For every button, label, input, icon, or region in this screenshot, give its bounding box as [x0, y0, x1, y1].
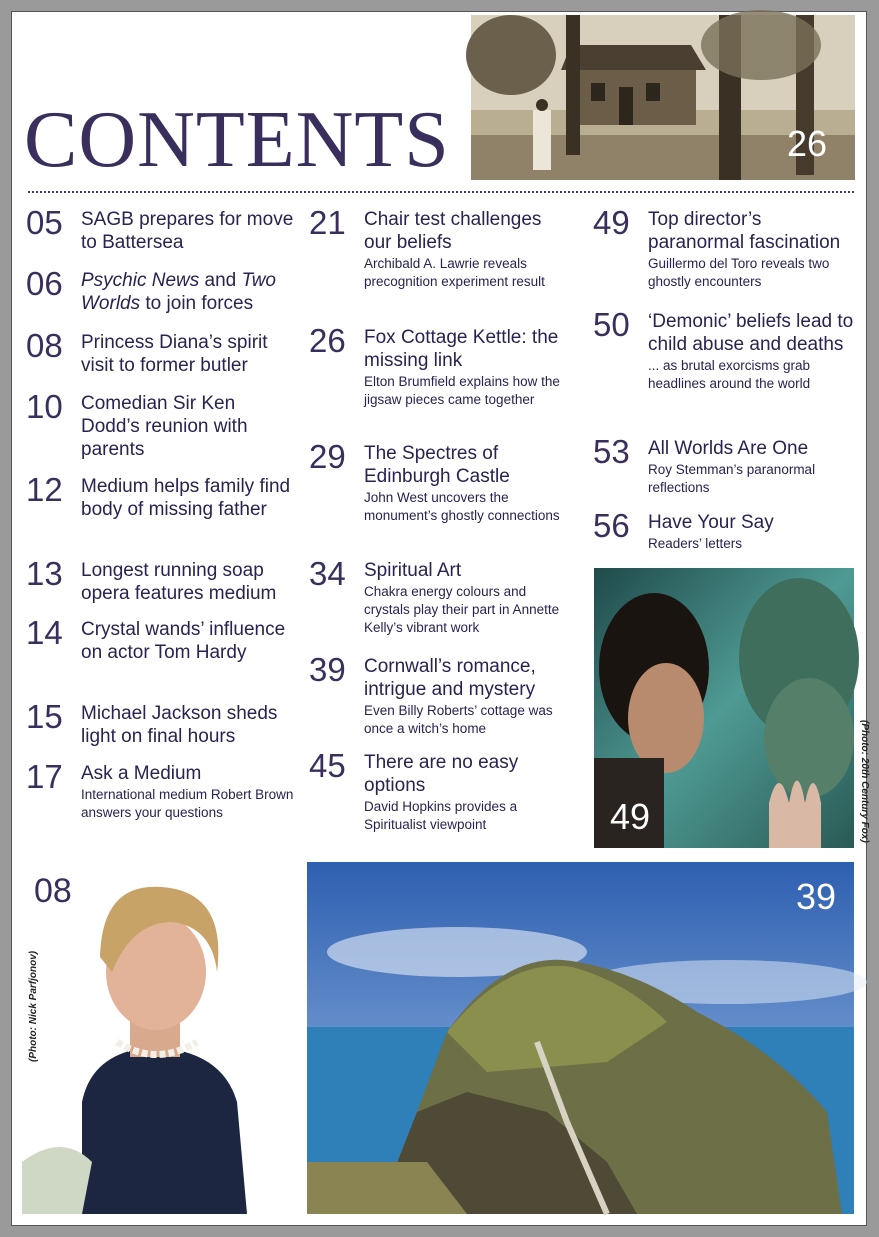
photo-page-number: 08	[34, 872, 72, 910]
diana-image	[22, 862, 287, 1214]
page-number: 39	[309, 651, 346, 688]
standfirst: Even Billy Roberts’ cottage was once a witch’s home	[364, 703, 553, 736]
photo-credit: (Photo: 20th Century Fox)	[859, 720, 870, 843]
headline: Cornwall’s romance, intrigue and mystery	[364, 656, 536, 700]
toc-entry	[26, 471, 296, 521]
photo-page-number: 26	[786, 123, 827, 164]
toc-entry	[593, 306, 858, 393]
headline-italic-part: Psychic News	[81, 270, 200, 291]
toc-entry	[26, 388, 296, 461]
toc-entry	[309, 204, 564, 291]
toc-entry	[593, 204, 858, 291]
page-number: 12	[26, 471, 63, 508]
toc-entry	[26, 265, 296, 315]
toc-entry	[26, 555, 296, 605]
page-number: 14	[26, 614, 63, 651]
cornwall-photo	[307, 862, 854, 1214]
page-number: 08	[26, 327, 63, 364]
toc-entry	[593, 433, 858, 497]
toc-entry	[309, 555, 564, 637]
headline: Longest running soap opera features medium	[81, 560, 277, 604]
headline: Fox Cottage Kettle: the missing link	[364, 327, 559, 371]
page-number: 45	[309, 747, 346, 784]
standfirst: Guillermo del Toro reveals two ghostly encounters	[648, 256, 830, 289]
standfirst: ... as brutal exorcisms grab headlines around the world	[648, 358, 811, 391]
page-number: 05	[26, 204, 63, 241]
headline-italic-part: Two Worlds	[81, 270, 276, 314]
standfirst: International medium Robert Brown answers your questions	[81, 787, 294, 820]
shape-of-water-photo	[594, 568, 854, 848]
standfirst: Chakra energy colours and crystals play their part in Annette Kelly’s vibrant work	[364, 584, 560, 635]
standfirst: Elton Brumfield explains how the jigsaw pieces came together	[364, 374, 560, 407]
headline: Have Your Say	[648, 512, 774, 533]
page-number: 49	[593, 204, 630, 241]
page-number: 34	[309, 555, 346, 592]
page-number: 06	[26, 265, 63, 302]
standfirst: David Hopkins provides a Spiritualist viewpoint	[364, 799, 518, 832]
headline: There are no easy options	[364, 752, 519, 796]
page-number: 56	[593, 507, 630, 544]
toc-entry	[309, 438, 564, 525]
toc-entry	[26, 204, 296, 254]
page-title: CONTENTS	[24, 96, 450, 184]
page-number: 10	[26, 388, 63, 425]
page-number: 50	[593, 306, 630, 343]
standfirst: John West uncovers the monument’s ghostly connections	[364, 490, 560, 523]
standfirst: Archibald A. Lawrie reveals precognition experiment result	[364, 256, 545, 289]
photo-page-number: 39	[795, 876, 836, 917]
dotted-divider	[28, 191, 854, 193]
headline: SAGB prepares for move to Battersea	[81, 209, 294, 253]
headline: Chair test challenges our beliefs	[364, 209, 542, 253]
fox-cottage-photo	[471, 15, 855, 180]
page-number: 15	[26, 698, 63, 735]
headline	[81, 269, 296, 315]
tintagel-image	[307, 862, 854, 1214]
headline: Spiritual Art	[364, 560, 462, 581]
headline: Top director’s paranormal fascination	[648, 209, 841, 253]
toc-entry	[309, 322, 564, 409]
page-number: 13	[26, 555, 63, 592]
toc-entry	[26, 698, 296, 748]
headline: Medium helps family find body of missing father	[81, 476, 291, 520]
headline: Princess Diana’s spirit visit to former butler	[81, 332, 268, 376]
page-number: 29	[309, 438, 346, 475]
headline-part: to join forces	[140, 293, 254, 314]
photo-page-number: 49	[610, 796, 651, 837]
standfirst: Roy Stemman’s paranormal reflections	[648, 462, 816, 495]
toc-entry	[309, 747, 564, 834]
headline-part: and	[199, 270, 242, 291]
headline: Crystal wands’ influence on actor Tom Hardy	[81, 619, 286, 663]
page-number: 21	[309, 204, 346, 241]
photo-credit: (Photo: Nick Parfjonov)	[28, 950, 39, 1062]
contents-page	[11, 11, 870, 1226]
headline: Michael Jackson sheds light on final hours	[81, 703, 278, 747]
standfirst: Readers’ letters	[648, 536, 743, 551]
toc-entry	[26, 614, 296, 664]
headline: Comedian Sir Ken Dodd’s reunion with parents	[81, 393, 248, 460]
headline: All Worlds Are One	[648, 438, 809, 459]
headline: ‘Demonic’ beliefs lead to child abuse and deaths	[648, 311, 854, 355]
page-number: 53	[593, 433, 630, 470]
page-number: 26	[309, 322, 346, 359]
toc-entry	[26, 327, 296, 377]
diana-photo	[22, 862, 287, 1214]
headline: Ask a Medium	[81, 763, 202, 784]
page-number: 17	[26, 758, 63, 795]
headline: The Spectres of Edinburgh Castle	[364, 443, 510, 487]
toc-entry	[593, 507, 858, 553]
toc-entry	[309, 651, 564, 738]
toc-entry	[26, 758, 296, 822]
